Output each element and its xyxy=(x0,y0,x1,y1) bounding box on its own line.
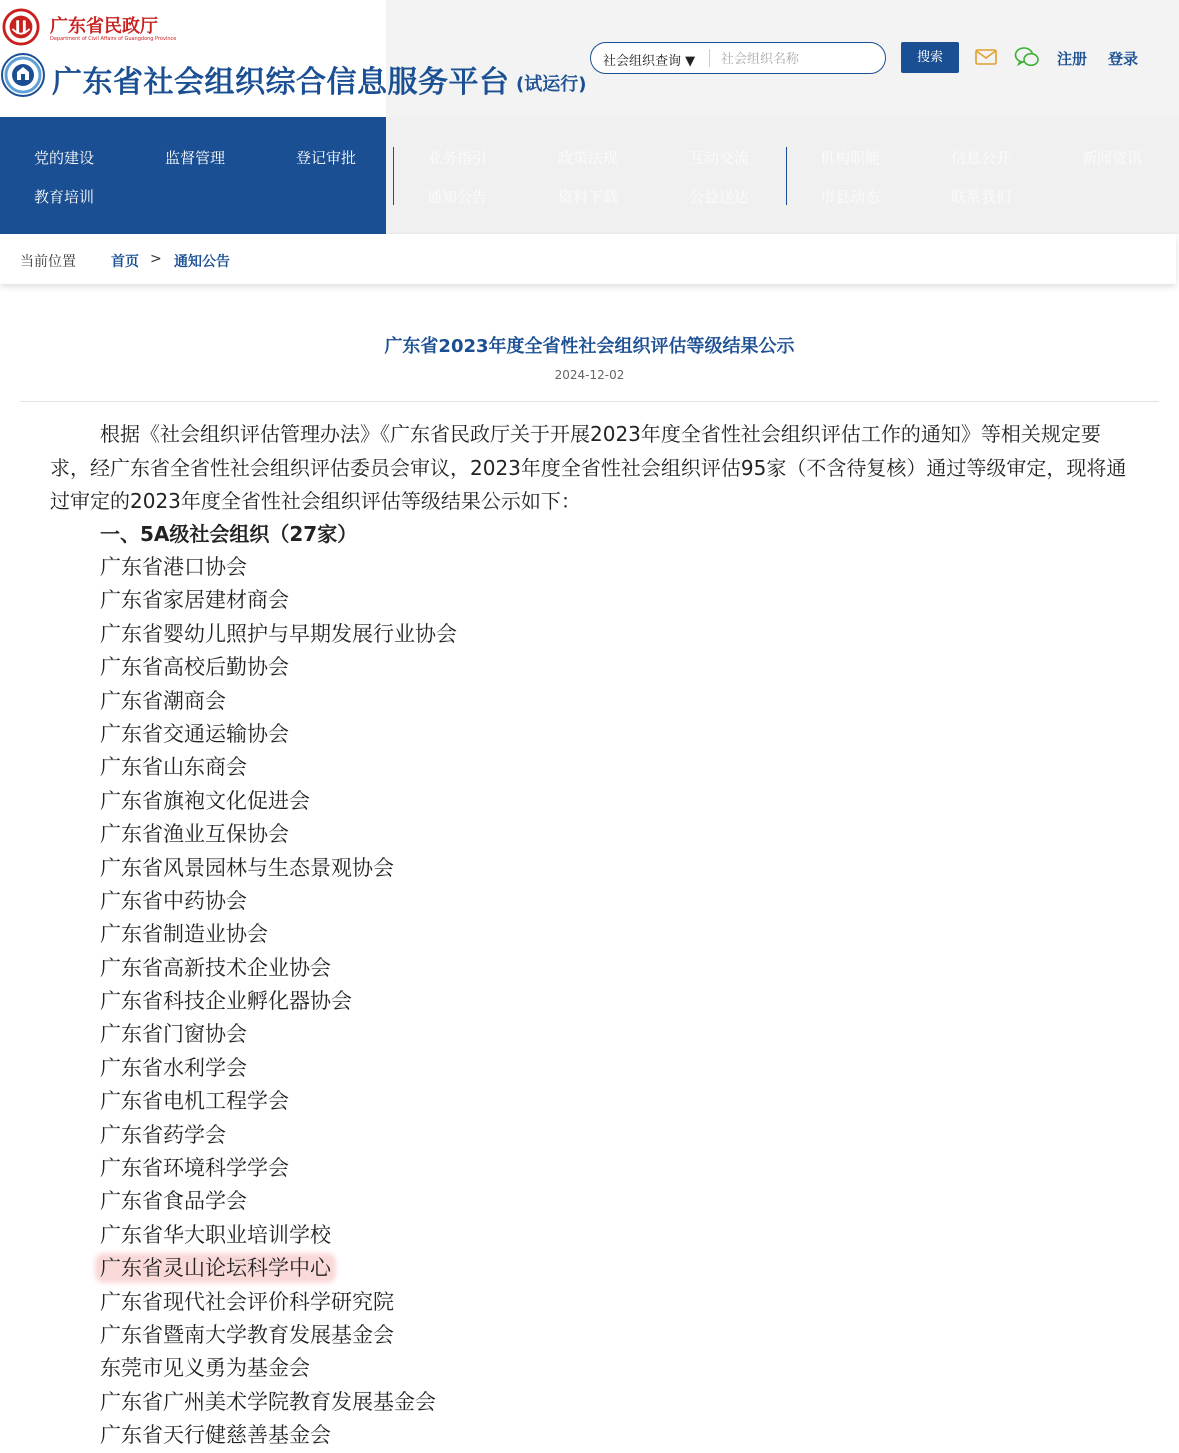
organization-name: 广东省高新技术企业协会 xyxy=(100,955,331,980)
list-item xyxy=(100,1119,457,1152)
breadcrumb-label: 当前位置 xyxy=(20,254,76,270)
nav-item-contact[interactable]: 联系我们 xyxy=(951,188,1012,206)
list-item xyxy=(100,551,457,584)
nav-item-party-building[interactable]: 党的建设 xyxy=(34,149,95,167)
organization-name: 广东省暨南大学教育发展基金会 xyxy=(100,1322,394,1347)
list-item xyxy=(100,852,457,885)
breadcrumb-current-link[interactable]: 通知公告 xyxy=(174,254,230,270)
list-item xyxy=(100,685,457,718)
organization-name: 广东省潮商会 xyxy=(100,688,226,713)
main-nav-faded-block xyxy=(386,117,1179,234)
organization-name: 广东省中药协会 xyxy=(100,888,247,913)
platform-emblem-icon xyxy=(0,52,46,98)
nav-item-notices[interactable]: 通知公告 xyxy=(427,188,488,206)
wechat-icon[interactable] xyxy=(1014,45,1040,69)
nav-item-public-delivery[interactable]: 公益送达 xyxy=(689,188,750,206)
list-item xyxy=(100,1352,457,1385)
main-nav xyxy=(0,117,1179,234)
organization-name: 广东省家居建材商会 xyxy=(100,588,289,613)
organization-name: 广东省制造业协会 xyxy=(100,922,268,947)
list-item xyxy=(100,651,457,684)
nav-separator xyxy=(786,147,787,205)
search-type-select[interactable]: 社会组织查询 ▼ xyxy=(603,54,696,69)
list-item xyxy=(100,818,457,851)
list-item xyxy=(100,1286,457,1319)
organization-name: 东莞市见义勇为基金会 xyxy=(100,1356,310,1381)
list-item xyxy=(100,785,457,818)
main-nav-active-block xyxy=(0,117,386,234)
search-input[interactable] xyxy=(719,47,878,71)
list-item xyxy=(100,1319,457,1352)
nav-item-supervision[interactable]: 监督管理 xyxy=(165,149,226,167)
mail-icon[interactable] xyxy=(975,47,997,67)
organization-name: 广东省灵山论坛科学中心 xyxy=(100,1256,331,1281)
list-item xyxy=(100,1052,457,1085)
dept-name-en: Department of Civil Affairs of Guangdong Province xyxy=(50,36,177,42)
section-title-5a: 一、5A级社会组织（27家） xyxy=(100,522,358,546)
organization-name: 广东省现代社会评价科学研究院 xyxy=(100,1289,394,1314)
search-divider xyxy=(709,49,710,67)
organization-name: 广东省高校后勤协会 xyxy=(100,655,289,680)
organization-name: 广东省科技企业孵化器协会 xyxy=(100,989,352,1014)
list-item xyxy=(100,1152,457,1185)
list-item xyxy=(100,952,457,985)
organization-name: 广东省环境科学学会 xyxy=(100,1156,289,1181)
organization-name: 广东省药学会 xyxy=(100,1122,226,1147)
nav-item-education[interactable]: 教育培训 xyxy=(34,188,95,206)
list-item xyxy=(100,584,457,617)
nav-item-disclosure[interactable]: 信息公开 xyxy=(951,149,1012,167)
search-button[interactable]: 搜索 xyxy=(901,42,959,73)
organization-name: 广东省渔业互保协会 xyxy=(100,822,289,847)
login-link[interactable]: 登录 xyxy=(1108,50,1139,68)
list-item xyxy=(100,718,457,751)
list-item xyxy=(100,1219,457,1252)
nav-item-registration[interactable]: 登记审批 xyxy=(296,149,357,167)
organization-name: 广东省旗袍文化促进会 xyxy=(100,788,310,813)
list-item xyxy=(100,1419,457,1452)
article-divider xyxy=(20,401,1159,402)
organization-name: 广东省天行健慈善基金会 xyxy=(100,1423,331,1448)
nav-item-local-news[interactable]: 市县动态 xyxy=(820,188,881,206)
nav-item-functions[interactable]: 机构职能 xyxy=(820,149,881,167)
list-item xyxy=(100,985,457,1018)
dept-name: 广东省民政厅 xyxy=(50,16,158,37)
search-box xyxy=(590,42,886,74)
organization-name: 广东省山东商会 xyxy=(100,755,247,780)
list-item xyxy=(100,618,457,651)
breadcrumb-home-link[interactable]: 首页 xyxy=(111,254,139,270)
nav-item-news[interactable]: 新闻资讯 xyxy=(1082,149,1143,167)
register-link[interactable]: 注册 xyxy=(1057,50,1088,68)
organization-name: 广东省水利学会 xyxy=(100,1055,247,1080)
nav-separator xyxy=(393,147,394,205)
platform-trial-label: (试运行) xyxy=(516,74,587,95)
organization-list xyxy=(100,551,457,1453)
list-item xyxy=(100,918,457,951)
site-header xyxy=(0,0,1179,117)
article-date: 2024-12-02 xyxy=(554,368,625,382)
header-logo-area xyxy=(0,0,510,117)
organization-name: 广东省食品学会 xyxy=(100,1189,247,1214)
nav-item-interaction[interactable]: 互动交流 xyxy=(689,149,750,167)
article-title: 广东省2023年度全省性社会组织评估等级结果公示 xyxy=(384,336,795,357)
organization-name: 广东省华大职业培训学校 xyxy=(100,1222,331,1247)
organization-name: 广东省电机工程学会 xyxy=(100,1089,289,1114)
list-item xyxy=(100,1085,457,1118)
organization-name: 广东省门窗协会 xyxy=(100,1022,247,1047)
organization-name: 广东省交通运输协会 xyxy=(100,721,289,746)
nav-item-guide[interactable]: 业务指引 xyxy=(427,149,488,167)
breadcrumb-separator: > xyxy=(150,251,162,267)
civil-affairs-emblem-icon xyxy=(2,8,40,46)
list-item xyxy=(100,1018,457,1051)
nav-item-policy[interactable]: 政策法规 xyxy=(558,149,619,167)
list-item xyxy=(100,1386,457,1419)
list-item xyxy=(100,885,457,918)
article-intro: 根据《社会组织评估管理办法》《广东省民政厅关于开展2023年度全省性社会组织评估工作的通知》等相关规定要求，经广东省全省性社会组织评估委员会审议，2023年度全省性社会组织评估95家（不含待复核）通过等级审定，现将通过审定的2023年度全省性社会组织评估等级结果公示如下： xyxy=(50,422,1127,513)
organization-name: 广东省广州美术学院教育发展基金会 xyxy=(100,1389,436,1414)
organization-name: 广东省港口协会 xyxy=(100,555,247,579)
breadcrumb xyxy=(0,234,1176,284)
nav-item-downloads[interactable]: 资料下载 xyxy=(558,188,619,206)
organization-name: 广东省婴幼儿照护与早期发展行业协会 xyxy=(100,621,457,646)
list-item xyxy=(100,751,457,784)
highlighted-list-item xyxy=(100,1252,457,1285)
list-item xyxy=(100,1185,457,1218)
organization-name: 广东省风景园林与生态景观协会 xyxy=(100,855,394,880)
platform-title[interactable]: 广东省社会组织综合信息服务平台 xyxy=(52,65,510,100)
